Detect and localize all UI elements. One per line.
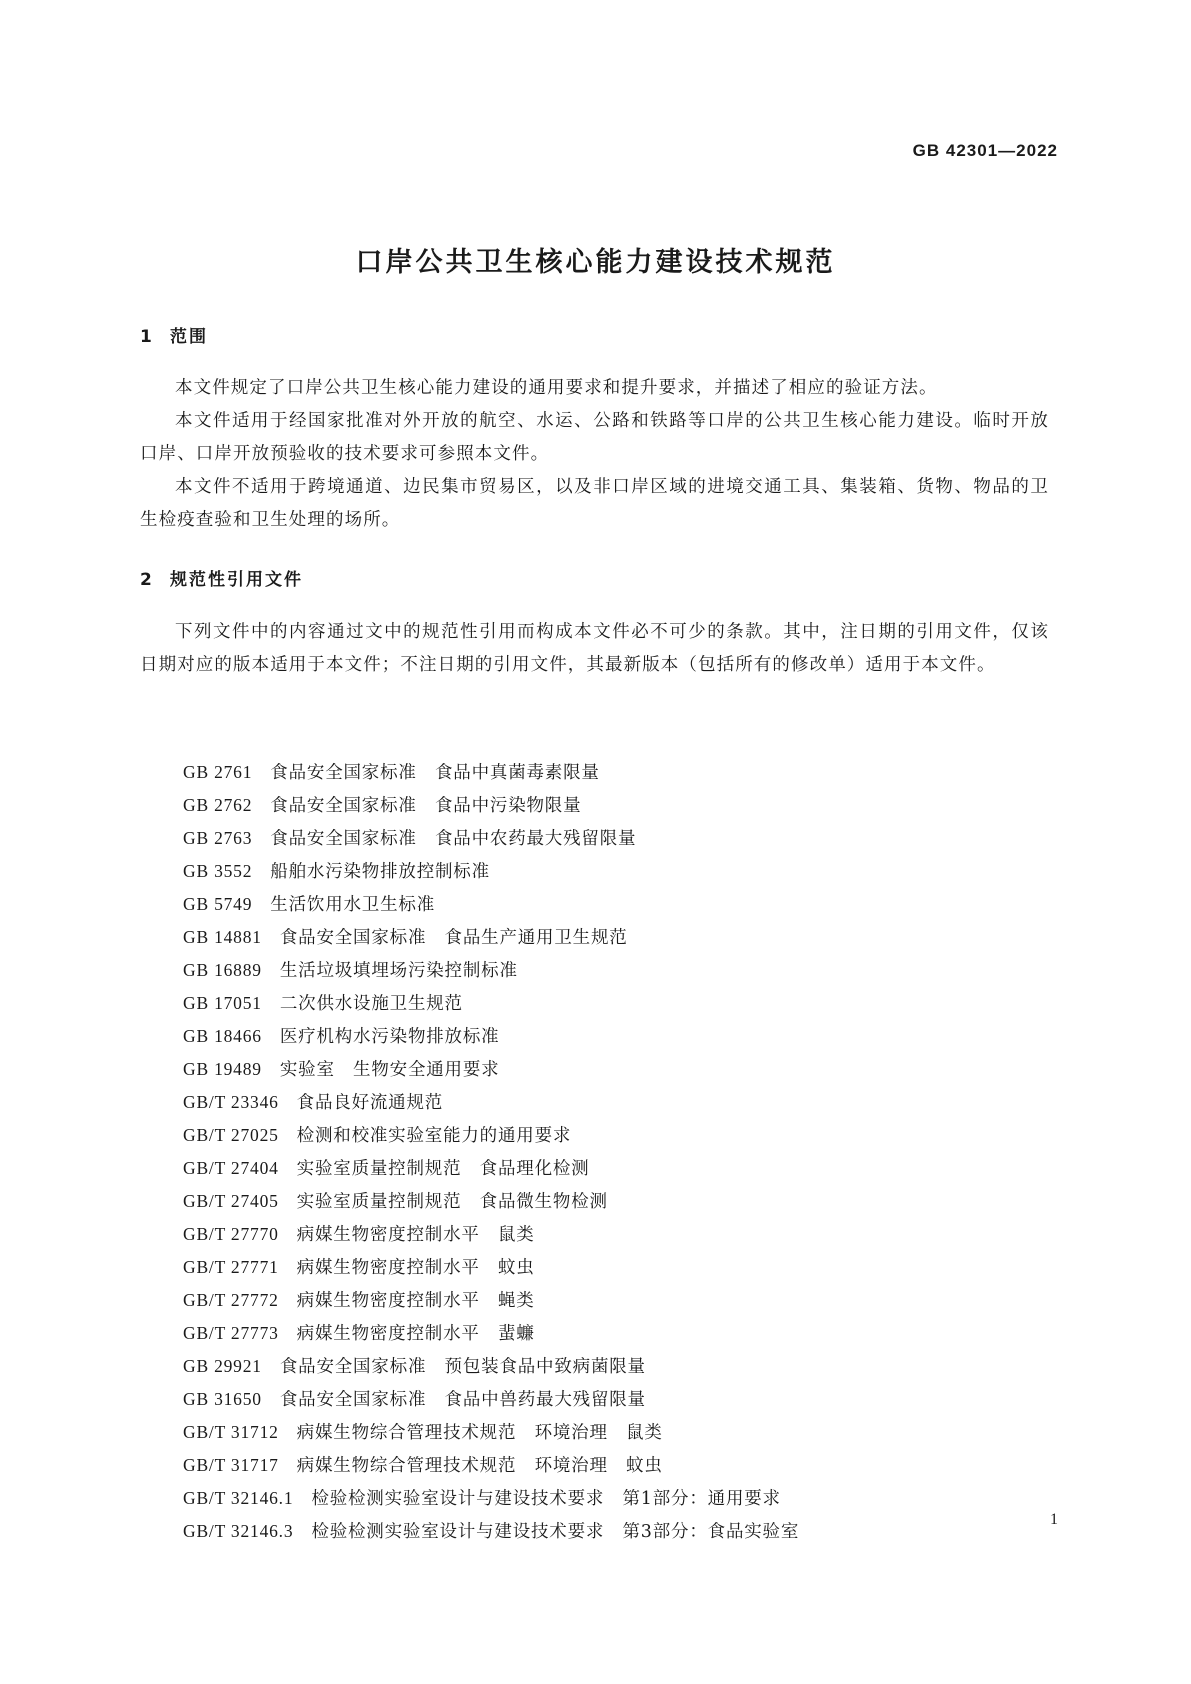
reference-code: GB 16889 [183, 960, 262, 980]
reference-title: 检验检测实验室设计与建设技术要求 第1部分：通用要求 [311, 1489, 781, 1509]
reference-code: GB 19489 [183, 1059, 262, 1079]
reference-code: GB 3552 [183, 861, 253, 881]
reference-code: GB 18466 [183, 1026, 262, 1046]
reference-title: 食品安全国家标准 食品中真菌毒素限量 [270, 763, 600, 783]
reference-code: GB/T 32146.3 [183, 1521, 294, 1541]
reference-code: GB/T 27772 [183, 1290, 279, 1310]
section-number: 1 [140, 327, 154, 347]
reference-item [183, 954, 1063, 987]
reference-title: 检验检测实验室设计与建设技术要求 第3部分：食品实验室 [311, 1522, 800, 1542]
reference-item [183, 756, 1063, 789]
reference-item [183, 888, 1063, 921]
reference-code: GB/T 27771 [183, 1257, 279, 1277]
reference-item [183, 1350, 1063, 1383]
reference-code: GB 2763 [183, 828, 253, 848]
references-intro [140, 616, 1049, 682]
section-heading-normative-references [140, 565, 303, 590]
reference-code: GB 31650 [183, 1389, 262, 1409]
reference-item [183, 1218, 1063, 1251]
reference-code: GB 2761 [183, 762, 253, 782]
reference-item [183, 789, 1063, 822]
reference-title: 实验室质量控制规范 食品微生物检测 [296, 1192, 608, 1212]
reference-title: 病媒生物密度控制水平 蜚蠊 [296, 1324, 535, 1344]
reference-title: 二次供水设施卫生规范 [279, 994, 463, 1014]
reference-item [183, 1185, 1063, 1218]
reference-code: GB/T 31717 [183, 1455, 279, 1475]
reference-code: GB 2762 [183, 795, 253, 815]
section-heading-scope [140, 322, 208, 347]
reference-item [183, 987, 1063, 1020]
reference-code: GB/T 27770 [183, 1224, 279, 1244]
reference-code: GB/T 32146.1 [183, 1488, 294, 1508]
paragraph: 本文件不适用于跨境通道、边民集市贸易区，以及非口岸区域的进境交通工具、集装箱、货物、物品的卫生检疫查验和卫生处理的场所。 [140, 477, 1049, 530]
reference-list [183, 756, 1063, 1548]
reference-title: 医疗机构水污染物排放标准 [279, 1027, 500, 1047]
reference-item [183, 1317, 1063, 1350]
reference-title: 食品良好流通规范 [296, 1093, 444, 1113]
standard-code: GB 42301—2022 [912, 141, 1058, 160]
document-title: 口岸公共卫生核心能力建设技术规范 [355, 247, 836, 278]
reference-title: 病媒生物密度控制水平 鼠类 [296, 1225, 535, 1245]
reference-item [183, 1119, 1063, 1152]
reference-item [183, 1383, 1063, 1416]
scope-paragraphs [140, 372, 1049, 537]
reference-title: 实验室 生物安全通用要求 [279, 1060, 500, 1080]
reference-code: GB 14881 [183, 927, 262, 947]
reference-title: 生活垃圾填埋场污染控制标准 [279, 961, 518, 981]
section-number: 2 [140, 570, 154, 590]
paragraph: 本文件适用于经国家批准对外开放的航空、水运、公路和铁路等口岸的公共卫生核心能力建设。临时开放口岸、口岸开放预验收的技术要求可参照本文件。 [140, 411, 1049, 464]
reference-code: GB/T 27405 [183, 1191, 279, 1211]
reference-code: GB/T 27025 [183, 1125, 279, 1145]
reference-item [183, 1482, 1063, 1515]
reference-code: GB/T 31712 [183, 1422, 279, 1442]
reference-item [183, 855, 1063, 888]
section-title: 范围 [170, 327, 208, 347]
reference-code: GB 5749 [183, 894, 253, 914]
reference-title: 船舶水污染物排放控制标准 [270, 862, 490, 882]
reference-item [183, 1515, 1063, 1548]
page-number: 1 [1050, 1511, 1058, 1528]
reference-title: 食品安全国家标准 食品中农药最大残留限量 [270, 829, 637, 849]
paragraph: 本文件规定了口岸公共卫生核心能力建设的通用要求和提升要求，并描述了相应的验证方法。 [175, 378, 938, 398]
reference-item [183, 921, 1063, 954]
reference-item [183, 1449, 1063, 1482]
reference-title: 病媒生物密度控制水平 蝇类 [296, 1291, 535, 1311]
reference-item [183, 1416, 1063, 1449]
reference-title: 食品安全国家标准 预包装食品中致病菌限量 [279, 1357, 646, 1377]
reference-item [183, 1152, 1063, 1185]
section-title: 规范性引用文件 [170, 570, 303, 590]
reference-title: 食品安全国家标准 食品中污染物限量 [270, 796, 582, 816]
reference-code: GB 17051 [183, 993, 262, 1013]
reference-item [183, 1086, 1063, 1119]
reference-title: 病媒生物密度控制水平 蚊虫 [296, 1258, 535, 1278]
reference-code: GB/T 23346 [183, 1092, 279, 1112]
reference-item [183, 1053, 1063, 1086]
reference-title: 食品安全国家标准 食品中兽药最大残留限量 [279, 1390, 646, 1410]
reference-title: 病媒生物综合管理技术规范 环境治理 鼠类 [296, 1423, 663, 1443]
reference-item [183, 1284, 1063, 1317]
paragraph: 下列文件中的内容通过文中的规范性引用而构成本文件必不可少的条款。其中，注日期的引用文件，仅该日期对应的版本适用于本文件；不注日期的引用文件，其最新版本（包括所有的修改单）适用于本文件。 [140, 622, 1049, 675]
reference-title: 生活饮用水卫生标准 [270, 895, 435, 915]
reference-code: GB/T 27773 [183, 1323, 279, 1343]
reference-title: 检测和校准实验室能力的通用要求 [296, 1126, 572, 1146]
reference-code: GB/T 27404 [183, 1158, 279, 1178]
reference-item [183, 822, 1063, 855]
reference-title: 实验室质量控制规范 食品理化检测 [296, 1159, 590, 1179]
reference-title: 食品安全国家标准 食品生产通用卫生规范 [279, 928, 628, 948]
reference-item [183, 1251, 1063, 1284]
reference-item [183, 1020, 1063, 1053]
reference-title: 病媒生物综合管理技术规范 环境治理 蚊虫 [296, 1456, 663, 1476]
reference-code: GB 29921 [183, 1356, 262, 1376]
